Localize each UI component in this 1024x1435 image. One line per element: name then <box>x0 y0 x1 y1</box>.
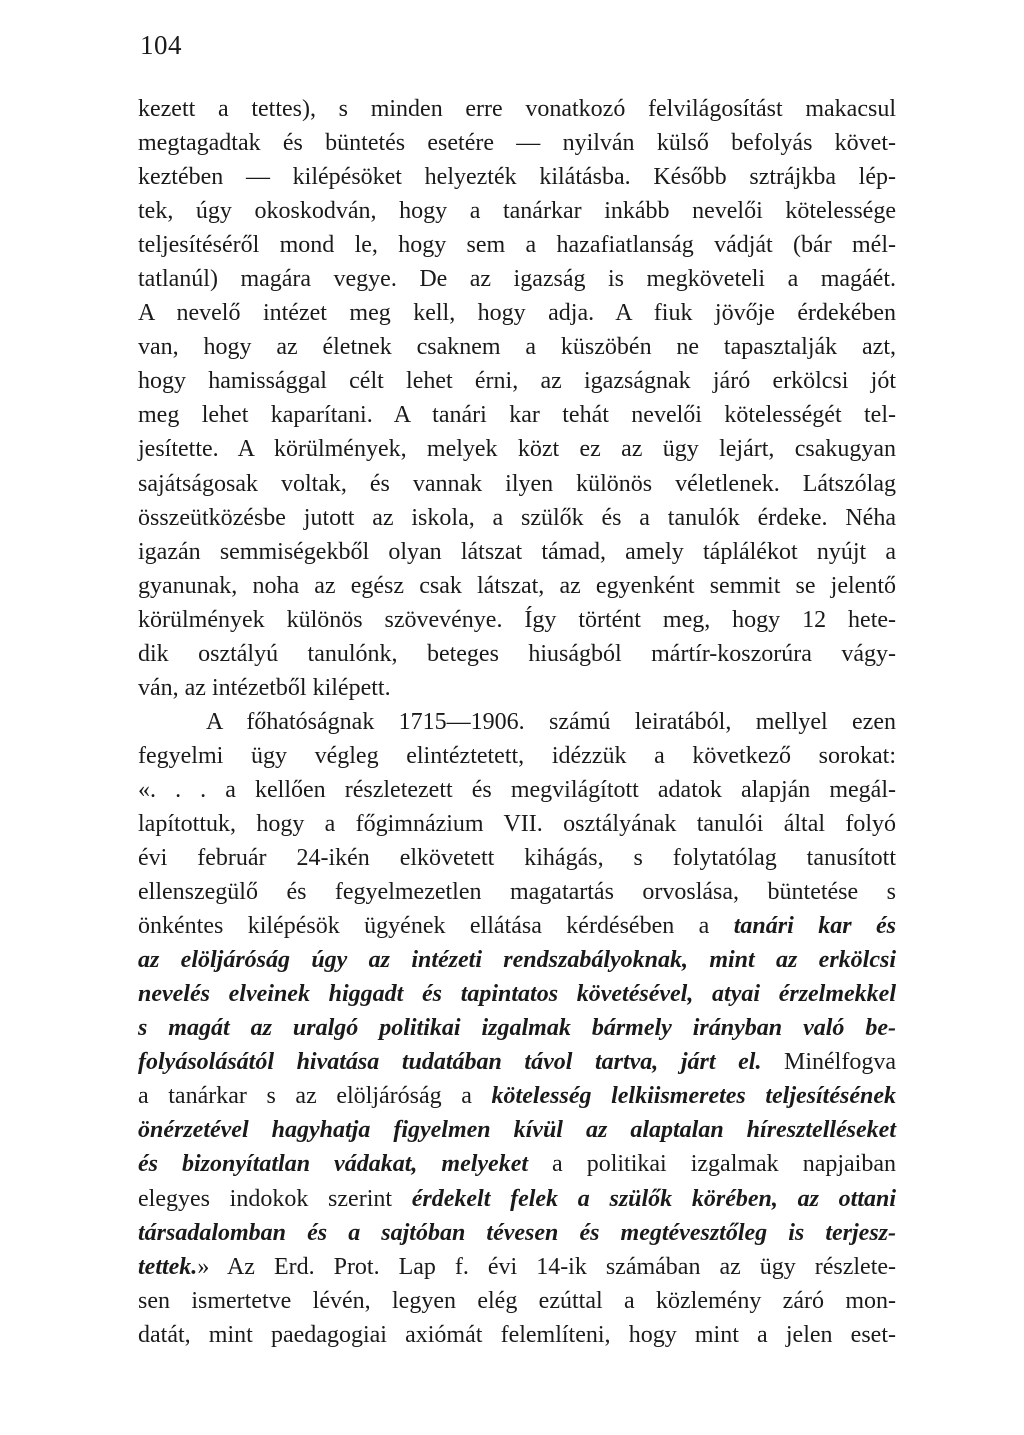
text-segment: A főhatóságnak 1715—1906. számú leiratából, mellyel ezen <box>206 708 896 735</box>
emphasized-text: az elöljáróság úgy az intézeti rendszabályoknak, mint az erkölcsi <box>138 947 896 974</box>
text-line <box>138 603 896 637</box>
text-line <box>138 1011 896 1045</box>
text-line <box>138 126 896 160</box>
text-segment: hogy hamissággal célt lehet érni, az igazságnak járó erkölcsi jót <box>138 368 896 395</box>
body-text <box>138 92 896 1352</box>
text-segment: datát, mint paedagogiai axiómát felemlíteni, hogy mint a jelen eset- <box>138 1321 896 1348</box>
text-segment: tatlanúl) magára vegye. De az igazság is megköveteli a magáét. <box>138 266 896 293</box>
text-line <box>138 364 896 398</box>
emphasized-text: önérzetével hagyhatja figyelmen kívül az alaptalan híresztelléseket <box>138 1117 896 1144</box>
text-line <box>138 1216 896 1250</box>
text-segment: évi február 24-ikén elkövetett kihágás, s folytatólag tanusított <box>138 845 896 872</box>
emphasized-text: kötelesség lelkiismeretes teljesítésének <box>491 1083 896 1110</box>
text-line <box>138 1045 896 1079</box>
text-line <box>138 1079 896 1113</box>
text-line <box>138 467 896 501</box>
emphasized-text: folyásolásától hivatása tudatában távol tartva, járt el. <box>138 1049 762 1076</box>
text-line <box>138 1147 896 1181</box>
text-line <box>138 1318 896 1352</box>
text-segment: ellenszegülő és fegyelmezetlen magatartás orvoslása, büntetése s <box>138 879 896 906</box>
text-segment: dik osztályú tanulónk, beteges hiuságból mártír-koszorúra vágy- <box>138 640 896 667</box>
text-segment: összeütközésbe jutott az iskola, a szülők és a tanulók érdeke. Néha <box>138 504 896 531</box>
text-segment: körülmények különös szövevénye. Így történt meg, hogy 12 hete- <box>138 606 896 633</box>
text-line <box>138 943 896 977</box>
text-line <box>138 671 896 705</box>
text-line <box>138 637 896 671</box>
text-line <box>138 432 896 466</box>
text-segment: teljesítéséről mond le, hogy sem a hazafiatlanság vádját (bár mél- <box>138 232 896 259</box>
text-segment: jesítette. A körülmények, melyek közt ez az ügy lejárt, csakugyan <box>138 436 896 463</box>
text-line <box>138 875 896 909</box>
text-line <box>138 977 896 1011</box>
emphasized-text: tanári kar és <box>733 913 896 940</box>
text-segment: kezett a tettes), s minden erre vonatkozó felvilágosítást makacsul <box>138 96 896 122</box>
text-segment: fegyelmi ügy végleg elintéztetett, idézzük a következő sorokat: <box>138 742 896 769</box>
text-line <box>138 807 896 841</box>
text-segment: elegyes indokok szerint <box>138 1185 412 1212</box>
text-line <box>138 228 896 262</box>
text-line <box>138 330 896 364</box>
emphasized-text: és bizonyítatlan vádakat, melyeket <box>138 1151 529 1178</box>
text-line <box>138 296 896 330</box>
text-segment: ván, az intézetből kilépett. <box>138 674 391 701</box>
text-segment: a politikai izgalmak napjaiban <box>528 1151 896 1178</box>
emphasized-text: érdekelt felek a szülők körében, az ottani <box>411 1185 896 1212</box>
text-line <box>138 194 896 228</box>
text-line <box>138 1250 896 1284</box>
text-segment: lapítottuk, hogy a főgimnázium VII. osztályának tanulói által folyó <box>138 810 896 837</box>
text-line <box>138 1284 896 1318</box>
text-line <box>138 398 896 432</box>
text-segment: » Az Erd. Prot. Lap f. évi 14-ik számában az ügy részlete- <box>197 1253 896 1280</box>
text-line <box>138 841 896 875</box>
text-segment: önkéntes kilépésök ügyének ellátása kérdésében a <box>138 913 734 940</box>
text-line <box>138 773 896 807</box>
text-line <box>138 160 896 194</box>
text-line <box>138 1113 896 1147</box>
text-line <box>138 739 896 773</box>
text-segment: a tanárkar s az elöljáróság a <box>138 1083 492 1110</box>
text-segment: keztében — kilépésöket helyezték kilátásba. Később sztrájkba lép- <box>138 164 896 191</box>
text-segment: tek, úgy okoskodván, hogy a tanárkar inkább nevelői kötelessége <box>138 198 896 225</box>
text-line <box>138 262 896 296</box>
text-segment: van, hogy az életnek csaknem a küszöbén ne tapasztalják azt, <box>138 334 896 361</box>
text-segment: sen ismertetve lévén, legyen elég ezúttal a közlemény záró mon- <box>138 1287 896 1314</box>
emphasized-text: nevelés elveinek higgadt és tapintatos követésével, atyai érzelmekkel <box>138 981 896 1008</box>
text-segment: A nevelő intézet meg kell, hogy adja. A fiuk jövője érdekében <box>138 300 896 327</box>
emphasized-text: tettek. <box>138 1253 198 1280</box>
text-segment: gyanunak, noha az egész csak látszat, az egyenként semmit se jelentő <box>138 572 896 599</box>
text-segment: sajátságosak voltak, és vannak ilyen különös véletlenek. Látszólag <box>138 470 896 497</box>
text-line <box>138 705 896 739</box>
text-line <box>138 92 896 126</box>
text-line <box>138 1182 896 1216</box>
text-line <box>138 535 896 569</box>
emphasized-text: társadalomban és a sajtóban tévesen és megtévesztőleg is terjesz- <box>138 1219 896 1246</box>
text-segment: megtagadtak és büntetés esetére — nyilván külső befolyás követ- <box>138 130 896 157</box>
page-number: 104 <box>140 30 182 60</box>
text-segment: igazán semmiségekből olyan látszat támad, amely táplálékot nyújt a <box>138 538 896 565</box>
text-segment: Minélfogva <box>761 1049 896 1076</box>
text-line <box>138 501 896 535</box>
text-segment: meg lehet kaparítani. A tanári kar tehát nevelői kötelességét tel- <box>138 402 896 429</box>
text-segment: «. . . a kellően részletezett és megvilágított adatok alapján megál- <box>138 776 896 803</box>
text-line <box>138 569 896 603</box>
text-line <box>138 909 896 943</box>
emphasized-text: s magát az uralgó politikai izgalmak bármely irányban való be- <box>138 1015 896 1042</box>
